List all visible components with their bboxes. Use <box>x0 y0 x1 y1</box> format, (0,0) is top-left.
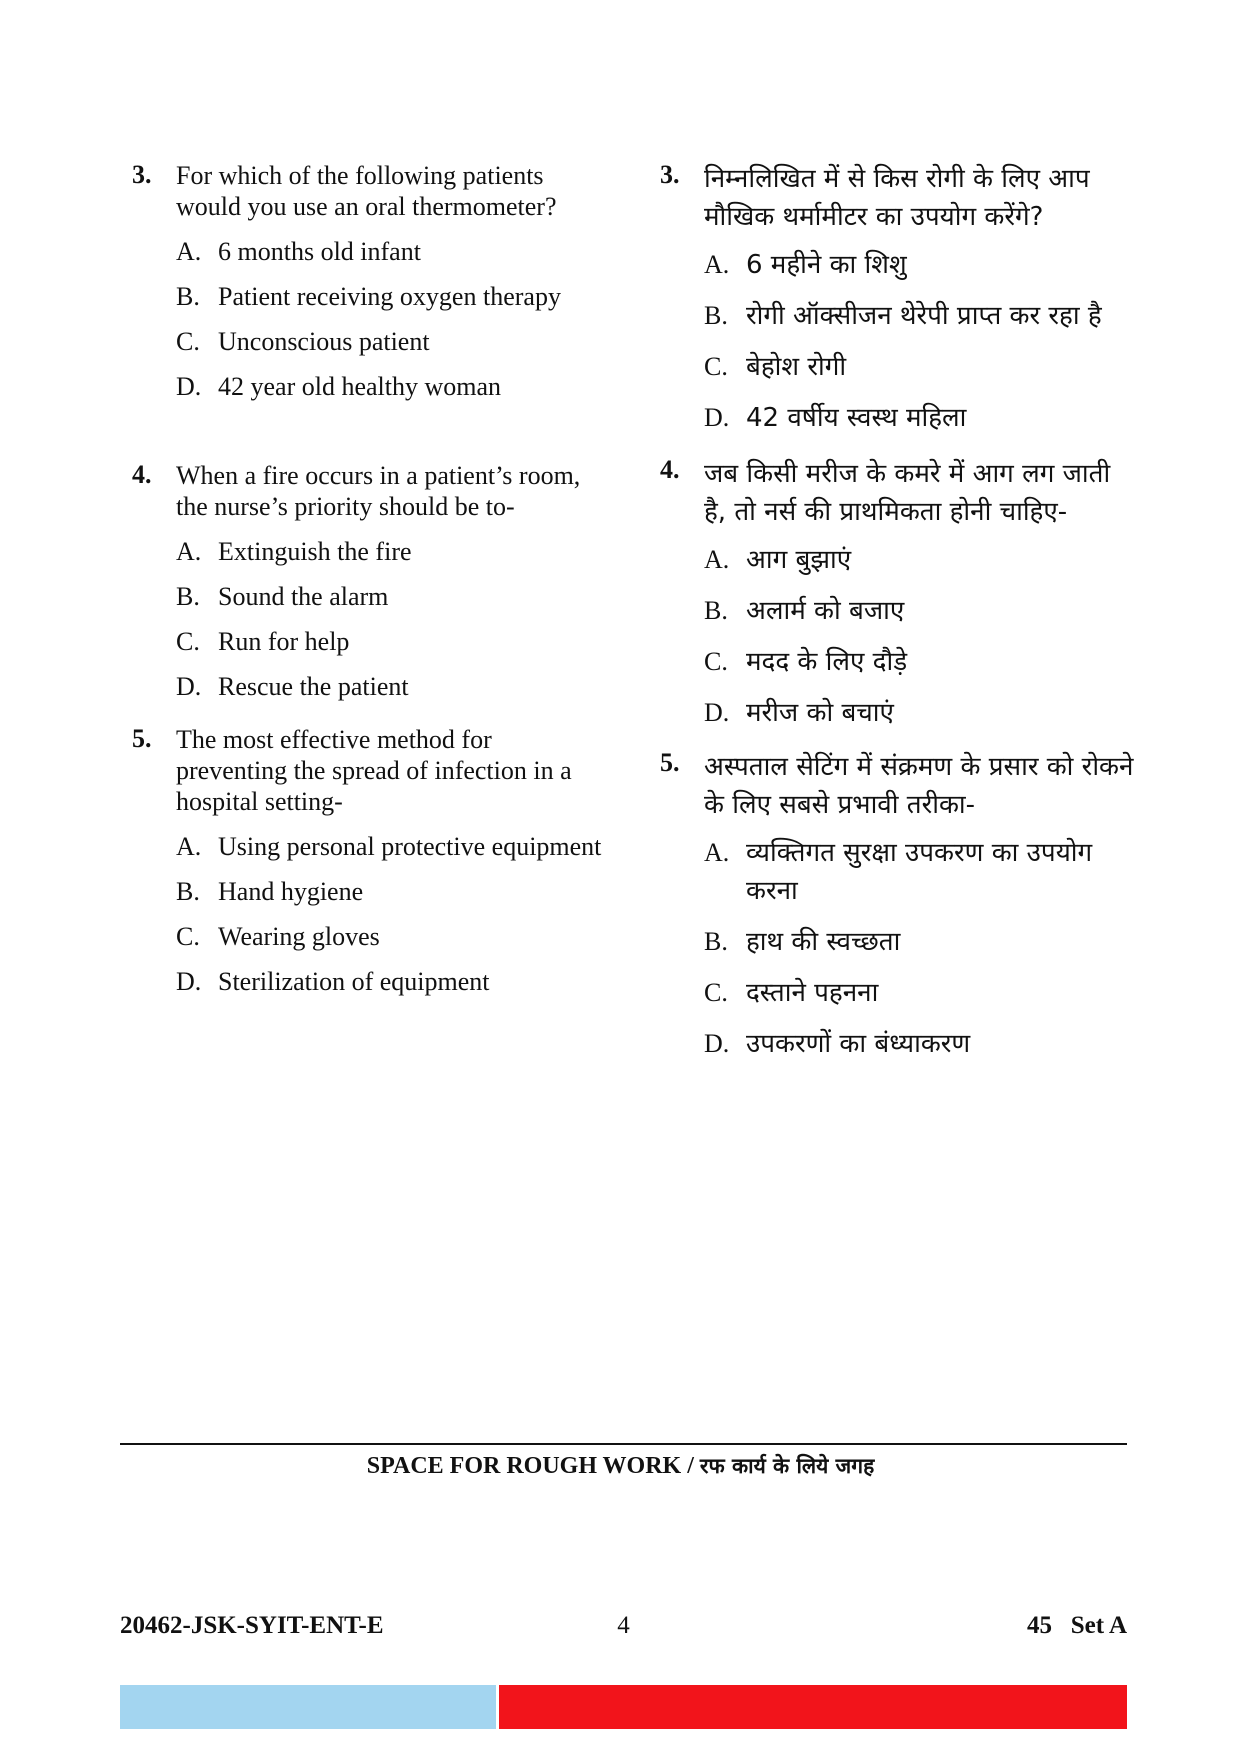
option-letter: B. <box>176 877 200 906</box>
option-letter: B. <box>704 596 728 625</box>
page-number: 4 <box>617 1612 630 1639</box>
question-number: 4. <box>660 455 680 484</box>
option-a <box>704 541 1140 579</box>
question-number: 5. <box>132 724 152 753</box>
option-b <box>704 592 1140 630</box>
option-c <box>704 974 1140 1012</box>
option-text: 42 वर्षीय स्वस्थ महिला <box>746 403 967 433</box>
question-text: For which of the following patients would you use an oral thermometer? <box>176 161 557 221</box>
option-letter: A. <box>176 832 202 861</box>
rough-work-divider <box>120 1443 1127 1445</box>
english-column <box>132 160 602 1011</box>
set-label: 45 Set A <box>1027 1612 1127 1639</box>
option-d <box>176 371 602 402</box>
option-letter: D. <box>176 372 202 401</box>
option-text: Extinguish the fire <box>218 537 412 566</box>
question-text: अस्पताल सेटिंग में संक्रमण के प्रसार को रोकने के लिए सबसे प्रभावी तरीका- <box>704 752 1134 820</box>
option-text: 6 महीने का शिशु <box>746 250 907 280</box>
option-text: Sterilization of equipment <box>218 967 490 996</box>
option-letter: C. <box>176 327 200 356</box>
option-letter: B. <box>176 582 200 611</box>
option-text: Hand hygiene <box>218 877 364 906</box>
option-text: व्यक्तिगत सुरक्षा उपकरण का उपयोग करना <box>746 838 1093 906</box>
option-text: उपकरणों का बंध्याकरण <box>746 1029 971 1059</box>
option-text: Sound the alarm <box>218 582 389 611</box>
option-c <box>704 643 1140 681</box>
option-letter: B. <box>704 301 728 330</box>
option-letter: C. <box>704 978 728 1007</box>
rough-work-heading <box>0 1452 1241 1480</box>
option-text: Unconscious patient <box>218 327 430 356</box>
option-text: मदद के लिए दौड़े <box>746 647 908 677</box>
rough-work-hindi: रफ कार्य के लिये जगह <box>699 1454 875 1478</box>
option-text: Rescue the patient <box>218 672 409 701</box>
option-text: रोगी ऑक्सीजन थेरेपी प्राप्त कर रहा है <box>746 301 1102 331</box>
option-a <box>176 831 602 862</box>
option-letter: C. <box>704 647 728 676</box>
option-text: बेहोश रोगी <box>746 352 847 382</box>
option-letter: D. <box>176 672 202 701</box>
question-number: 3. <box>132 160 152 189</box>
footer-blue-bar <box>120 1685 496 1729</box>
option-letter: D. <box>704 403 730 432</box>
option-letter: C. <box>176 627 200 656</box>
option-text: 6 months old infant <box>218 237 421 266</box>
question-text: निम्नलिखित में से किस रोगी के लिए आप मौखिक थर्मामीटर का उपयोग करेंगे? <box>704 164 1090 232</box>
question-5-en <box>132 724 602 997</box>
question-5-hi <box>660 748 1140 1063</box>
option-text: अलार्म को बजाए <box>746 596 905 626</box>
option-a <box>176 236 602 267</box>
option-letter: A. <box>704 250 730 279</box>
option-d <box>704 399 1140 437</box>
option-text: Using personal protective equipment <box>218 832 602 861</box>
option-text: Run for help <box>218 627 350 656</box>
option-text: Wearing gloves <box>218 922 380 951</box>
option-d <box>704 694 1140 732</box>
option-letter: A. <box>176 237 202 266</box>
option-b <box>704 297 1140 335</box>
option-text: दस्ताने पहनना <box>746 978 879 1008</box>
option-b <box>176 876 602 907</box>
option-a <box>176 536 602 567</box>
option-text: मरीज को बचाएं <box>746 698 894 728</box>
question-number: 3. <box>660 160 680 189</box>
question-number: 4. <box>132 460 152 489</box>
question-text: The most effective method for preventing the spread of infection in a hospital setting- <box>176 725 572 816</box>
option-b <box>176 581 602 612</box>
question-3-en <box>132 160 602 402</box>
option-d <box>704 1025 1140 1063</box>
option-text: Patient receiving oxygen therapy <box>218 282 561 311</box>
question-4-hi <box>660 455 1140 732</box>
option-text: आग बुझाएं <box>746 545 852 575</box>
paper-code: 20462-JSK-SYIT-ENT-E <box>120 1612 384 1639</box>
question-3-hi <box>660 160 1140 437</box>
question-text: जब किसी मरीज के कमरे में आग लग जाती है, तो नर्स की प्राथमिकता होनी चाहिए- <box>704 459 1111 527</box>
option-d <box>176 966 602 997</box>
option-letter: D. <box>704 1029 730 1058</box>
option-letter: A. <box>176 537 202 566</box>
question-number: 5. <box>660 748 680 777</box>
option-b <box>176 281 602 312</box>
question-text: When a fire occurs in a patient’s room, the nurse’s priority should be to- <box>176 461 581 521</box>
option-letter: D. <box>176 967 202 996</box>
option-c <box>176 921 602 952</box>
option-letter: A. <box>704 545 730 574</box>
option-a <box>704 834 1140 910</box>
option-letter: B. <box>176 282 200 311</box>
option-text: 42 year old healthy woman <box>218 372 502 401</box>
option-c <box>704 348 1140 386</box>
option-c <box>176 326 602 357</box>
option-c <box>176 626 602 657</box>
option-letter: C. <box>176 922 200 951</box>
option-letter: D. <box>704 698 730 727</box>
hindi-column <box>660 160 1140 1076</box>
option-letter: A. <box>704 838 730 867</box>
option-text: हाथ की स्वच्छता <box>746 927 901 957</box>
option-letter: C. <box>704 352 728 381</box>
option-a <box>704 246 1140 284</box>
rough-work-english: SPACE FOR ROUGH WORK / <box>366 1453 694 1479</box>
question-4-en <box>132 460 602 702</box>
footer-red-bar <box>499 1685 1127 1729</box>
option-letter: B. <box>704 927 728 956</box>
option-d <box>176 671 602 702</box>
option-b <box>704 923 1140 961</box>
